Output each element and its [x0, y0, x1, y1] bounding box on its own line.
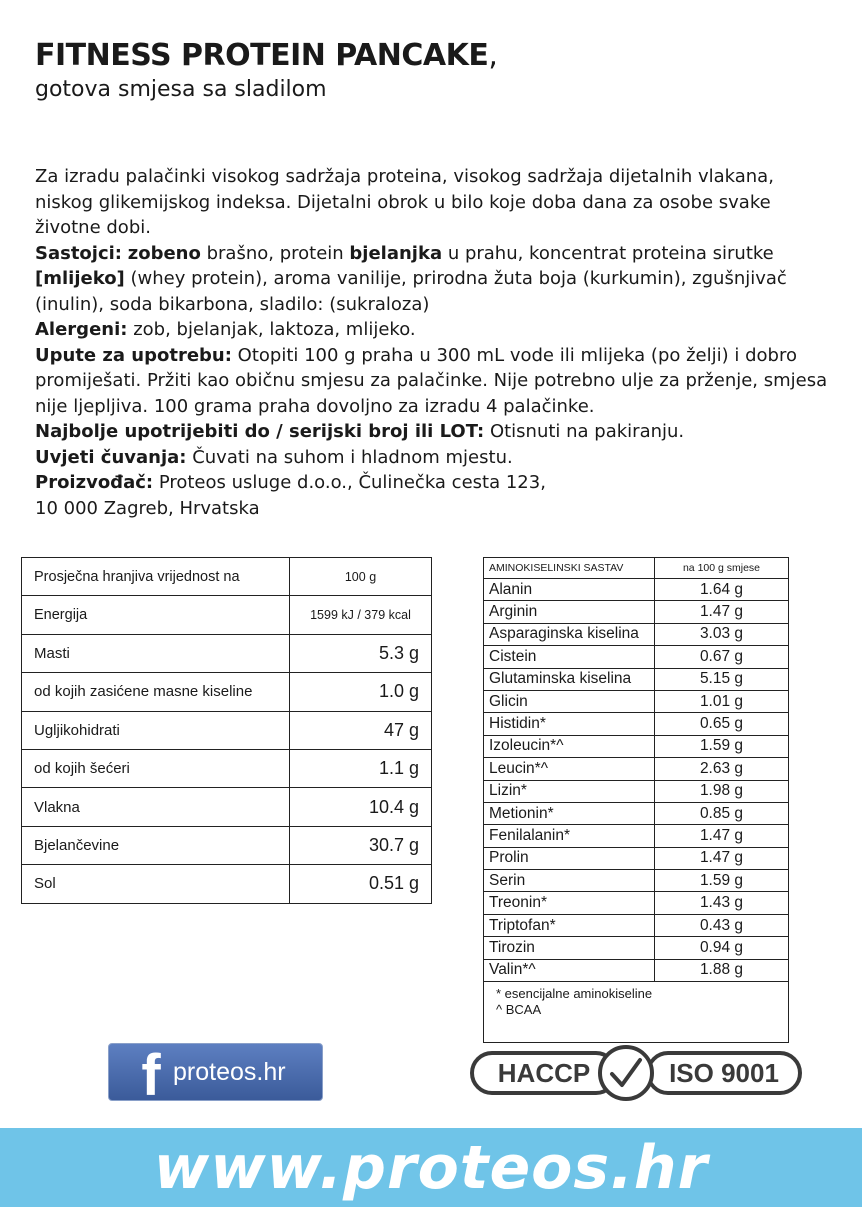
table-row [22, 673, 432, 711]
amino-value: 1.43 g [655, 892, 789, 914]
amino-value: 0.65 g [655, 713, 789, 735]
title-comma: , [488, 38, 498, 73]
producer-text: Proteos usluge d.o.o., Čulinečka cesta 123, [153, 472, 546, 493]
nutrient-label: od kojih šećeri [22, 749, 290, 787]
ingredients-text-3: (whey protein), aroma vanilije, prirodna žuta boja (kurkumin), zgušnjivač (inulin), soda bikarbona, sladilo: (sukraloza) [35, 268, 787, 315]
ingredient-oat: zobeno [127, 242, 201, 264]
amino-name: Tirozin [484, 937, 655, 959]
table-row [484, 780, 789, 802]
table-row [484, 825, 789, 847]
table-row [484, 690, 789, 712]
website-link[interactable]: www.proteos.hr [153, 1132, 709, 1203]
amino-name: Fenilalanin* [484, 825, 655, 847]
amino-value: 0.67 g [655, 646, 789, 668]
ingredients-text-2: u prahu, koncentrat proteina sirutke [442, 242, 774, 264]
amino-acid-table [483, 557, 789, 1043]
nutrition-table [21, 557, 432, 904]
nutrient-value: 47 g [290, 711, 432, 749]
amino-value: 1.47 g [655, 847, 789, 869]
amino-name: Leucin*^ [484, 758, 655, 780]
nutrient-value: 10.4 g [290, 788, 432, 826]
usage-text: Otopiti 100 g praha u 300 mL vode ili mlijeka (po želji) i dobro promiješati. Pržiti kao običnu smjesu za palačinke. Nije potrebno ulje za prženje, smjesa nije ljepljiva. 100 grama praha dovoljno za izradu 4 palačinke. [35, 344, 828, 417]
amino-header-row [484, 558, 789, 579]
amino-name: Alanin [484, 579, 655, 601]
amino-name: Izoleucin*^ [484, 735, 655, 757]
table-row [22, 826, 432, 864]
allergens-paragraph [35, 317, 835, 343]
nutrient-value: 5.3 g [290, 634, 432, 672]
nutrient-label: Bjelančevine [22, 826, 290, 864]
nutrition-energy-label: Energija [22, 596, 290, 634]
amino-footnote-row [484, 982, 789, 1043]
ingredient-egg-white: bjelanjka [349, 242, 443, 264]
nutrition-header-row [22, 558, 432, 596]
footer-banner [0, 1128, 862, 1207]
nutrient-value: 1.1 g [290, 749, 432, 787]
ingredients-text-1: brašno, protein [200, 242, 350, 264]
footnote-bcaa: ^ BCAA [496, 1002, 542, 1018]
amino-value: 2.63 g [655, 758, 789, 780]
iso-label: ISO 9001 [646, 1051, 802, 1095]
amino-name: Treonin* [484, 892, 655, 914]
facebook-icon: f [141, 1043, 161, 1101]
amino-name: Valin*^ [484, 959, 655, 981]
ingredient-milk: [mlijeko] [35, 268, 125, 289]
producer-paragraph [35, 470, 835, 496]
allergens-label: Alergeni: [35, 319, 128, 340]
facebook-badge[interactable] [108, 1043, 323, 1101]
best-before-text: Otisnuti na pakiranju. [484, 421, 685, 442]
nutrient-label: Vlakna [22, 788, 290, 826]
table-row [484, 758, 789, 780]
amino-name: Glicin [484, 690, 655, 712]
ingredients-paragraph [35, 241, 835, 318]
table-row [484, 847, 789, 869]
amino-name: Glutaminska kiselina [484, 668, 655, 690]
nutrition-header-label: Prosječna hranjiva vrijednost na [22, 558, 290, 596]
nutrition-energy-row [22, 596, 432, 634]
table-row [484, 870, 789, 892]
amino-value: 1.64 g [655, 579, 789, 601]
table-row [484, 802, 789, 824]
amino-name: Asparaginska kiselina [484, 623, 655, 645]
footnote-essential: * esencijalne aminokiseline [496, 986, 653, 1002]
facebook-label: proteos.hr [173, 1057, 286, 1086]
amino-header-label: AMINOKISELINSKI SASTAV [484, 558, 655, 579]
checkmark-icon [598, 1045, 654, 1101]
best-before-label: Najbolje upotrijebiti do / serijski broj ili LOT: [35, 421, 485, 442]
table-row [22, 634, 432, 672]
table-row [484, 668, 789, 690]
nutrient-value: 0.51 g [290, 865, 432, 903]
amino-value: 0.43 g [655, 914, 789, 936]
table-row [484, 937, 789, 959]
amino-value: 1.47 g [655, 601, 789, 623]
haccp-iso-badge [470, 1045, 802, 1101]
haccp-label: HACCP [470, 1051, 618, 1095]
product-title: FITNESS PROTEIN PANCAKE [35, 38, 489, 73]
amino-name: Histidin* [484, 713, 655, 735]
amino-value: 0.94 g [655, 937, 789, 959]
nutrient-value: 1.0 g [290, 673, 432, 711]
nutrition-energy-value: 1599 kJ / 379 kcal [290, 596, 432, 634]
amino-value: 1.98 g [655, 780, 789, 802]
amino-name: Arginin [484, 601, 655, 623]
table-row [22, 788, 432, 826]
usage-paragraph [35, 343, 835, 420]
amino-value: 1.59 g [655, 735, 789, 757]
table-row [22, 865, 432, 903]
amino-name: Lizin* [484, 780, 655, 802]
amino-name: Serin [484, 870, 655, 892]
amino-value: 3.03 g [655, 623, 789, 645]
table-row [484, 623, 789, 645]
nutrient-label: od kojih zasićene masne kiseline [22, 673, 290, 711]
nutrient-label: Masti [22, 634, 290, 672]
table-row [22, 749, 432, 787]
storage-text: Čuvati na suhom i hladnom mjestu. [186, 446, 513, 468]
product-subtitle: gotova smjesa sa sladilom [35, 77, 327, 102]
best-before-paragraph [35, 419, 835, 445]
table-row [484, 601, 789, 623]
amino-value: 0.85 g [655, 802, 789, 824]
page-title [35, 38, 497, 73]
table-row [22, 711, 432, 749]
nutrient-value: 30.7 g [290, 826, 432, 864]
table-row [484, 735, 789, 757]
nutrition-header-value: 100 g [290, 558, 432, 596]
table-row [484, 914, 789, 936]
storage-label: Uvjeti čuvanja: [35, 446, 187, 468]
table-row [484, 579, 789, 601]
storage-paragraph [35, 445, 835, 471]
amino-name: Prolin [484, 847, 655, 869]
amino-value: 1.59 g [655, 870, 789, 892]
table-row [484, 713, 789, 735]
table-row [484, 959, 789, 981]
nutrient-label: Sol [22, 865, 290, 903]
allergens-text: zob, bjelanjak, laktoza, mlijeko. [127, 319, 416, 340]
amino-value: 1.01 g [655, 690, 789, 712]
table-row [484, 892, 789, 914]
table-row [484, 646, 789, 668]
amino-value: 5.15 g [655, 668, 789, 690]
amino-name: Cistein [484, 646, 655, 668]
ingredients-label: Sastojci: [35, 242, 123, 264]
amino-name: Metionin* [484, 802, 655, 824]
amino-value: 1.88 g [655, 959, 789, 981]
amino-name: Triptofan* [484, 914, 655, 936]
title-block [35, 38, 497, 102]
product-description [35, 164, 835, 521]
usage-label: Upute za upotrebu: [35, 344, 232, 366]
nutrient-label: Ugljikohidrati [22, 711, 290, 749]
amino-footnotes [484, 982, 789, 1043]
amino-header-value: na 100 g smjese [655, 558, 789, 579]
intro-text: Za izradu palačinki visokog sadržaja proteina, visokog sadržaja dijetalnih vlakana, niskog glikemijskog indeksa. Dijetalni obrok u bilo koje doba dana za osobe svake životne dobi. [35, 166, 774, 238]
producer-label: Proizvođač: [35, 472, 154, 493]
amino-value: 1.47 g [655, 825, 789, 847]
producer-address: 10 000 Zagreb, Hrvatska [35, 497, 260, 519]
